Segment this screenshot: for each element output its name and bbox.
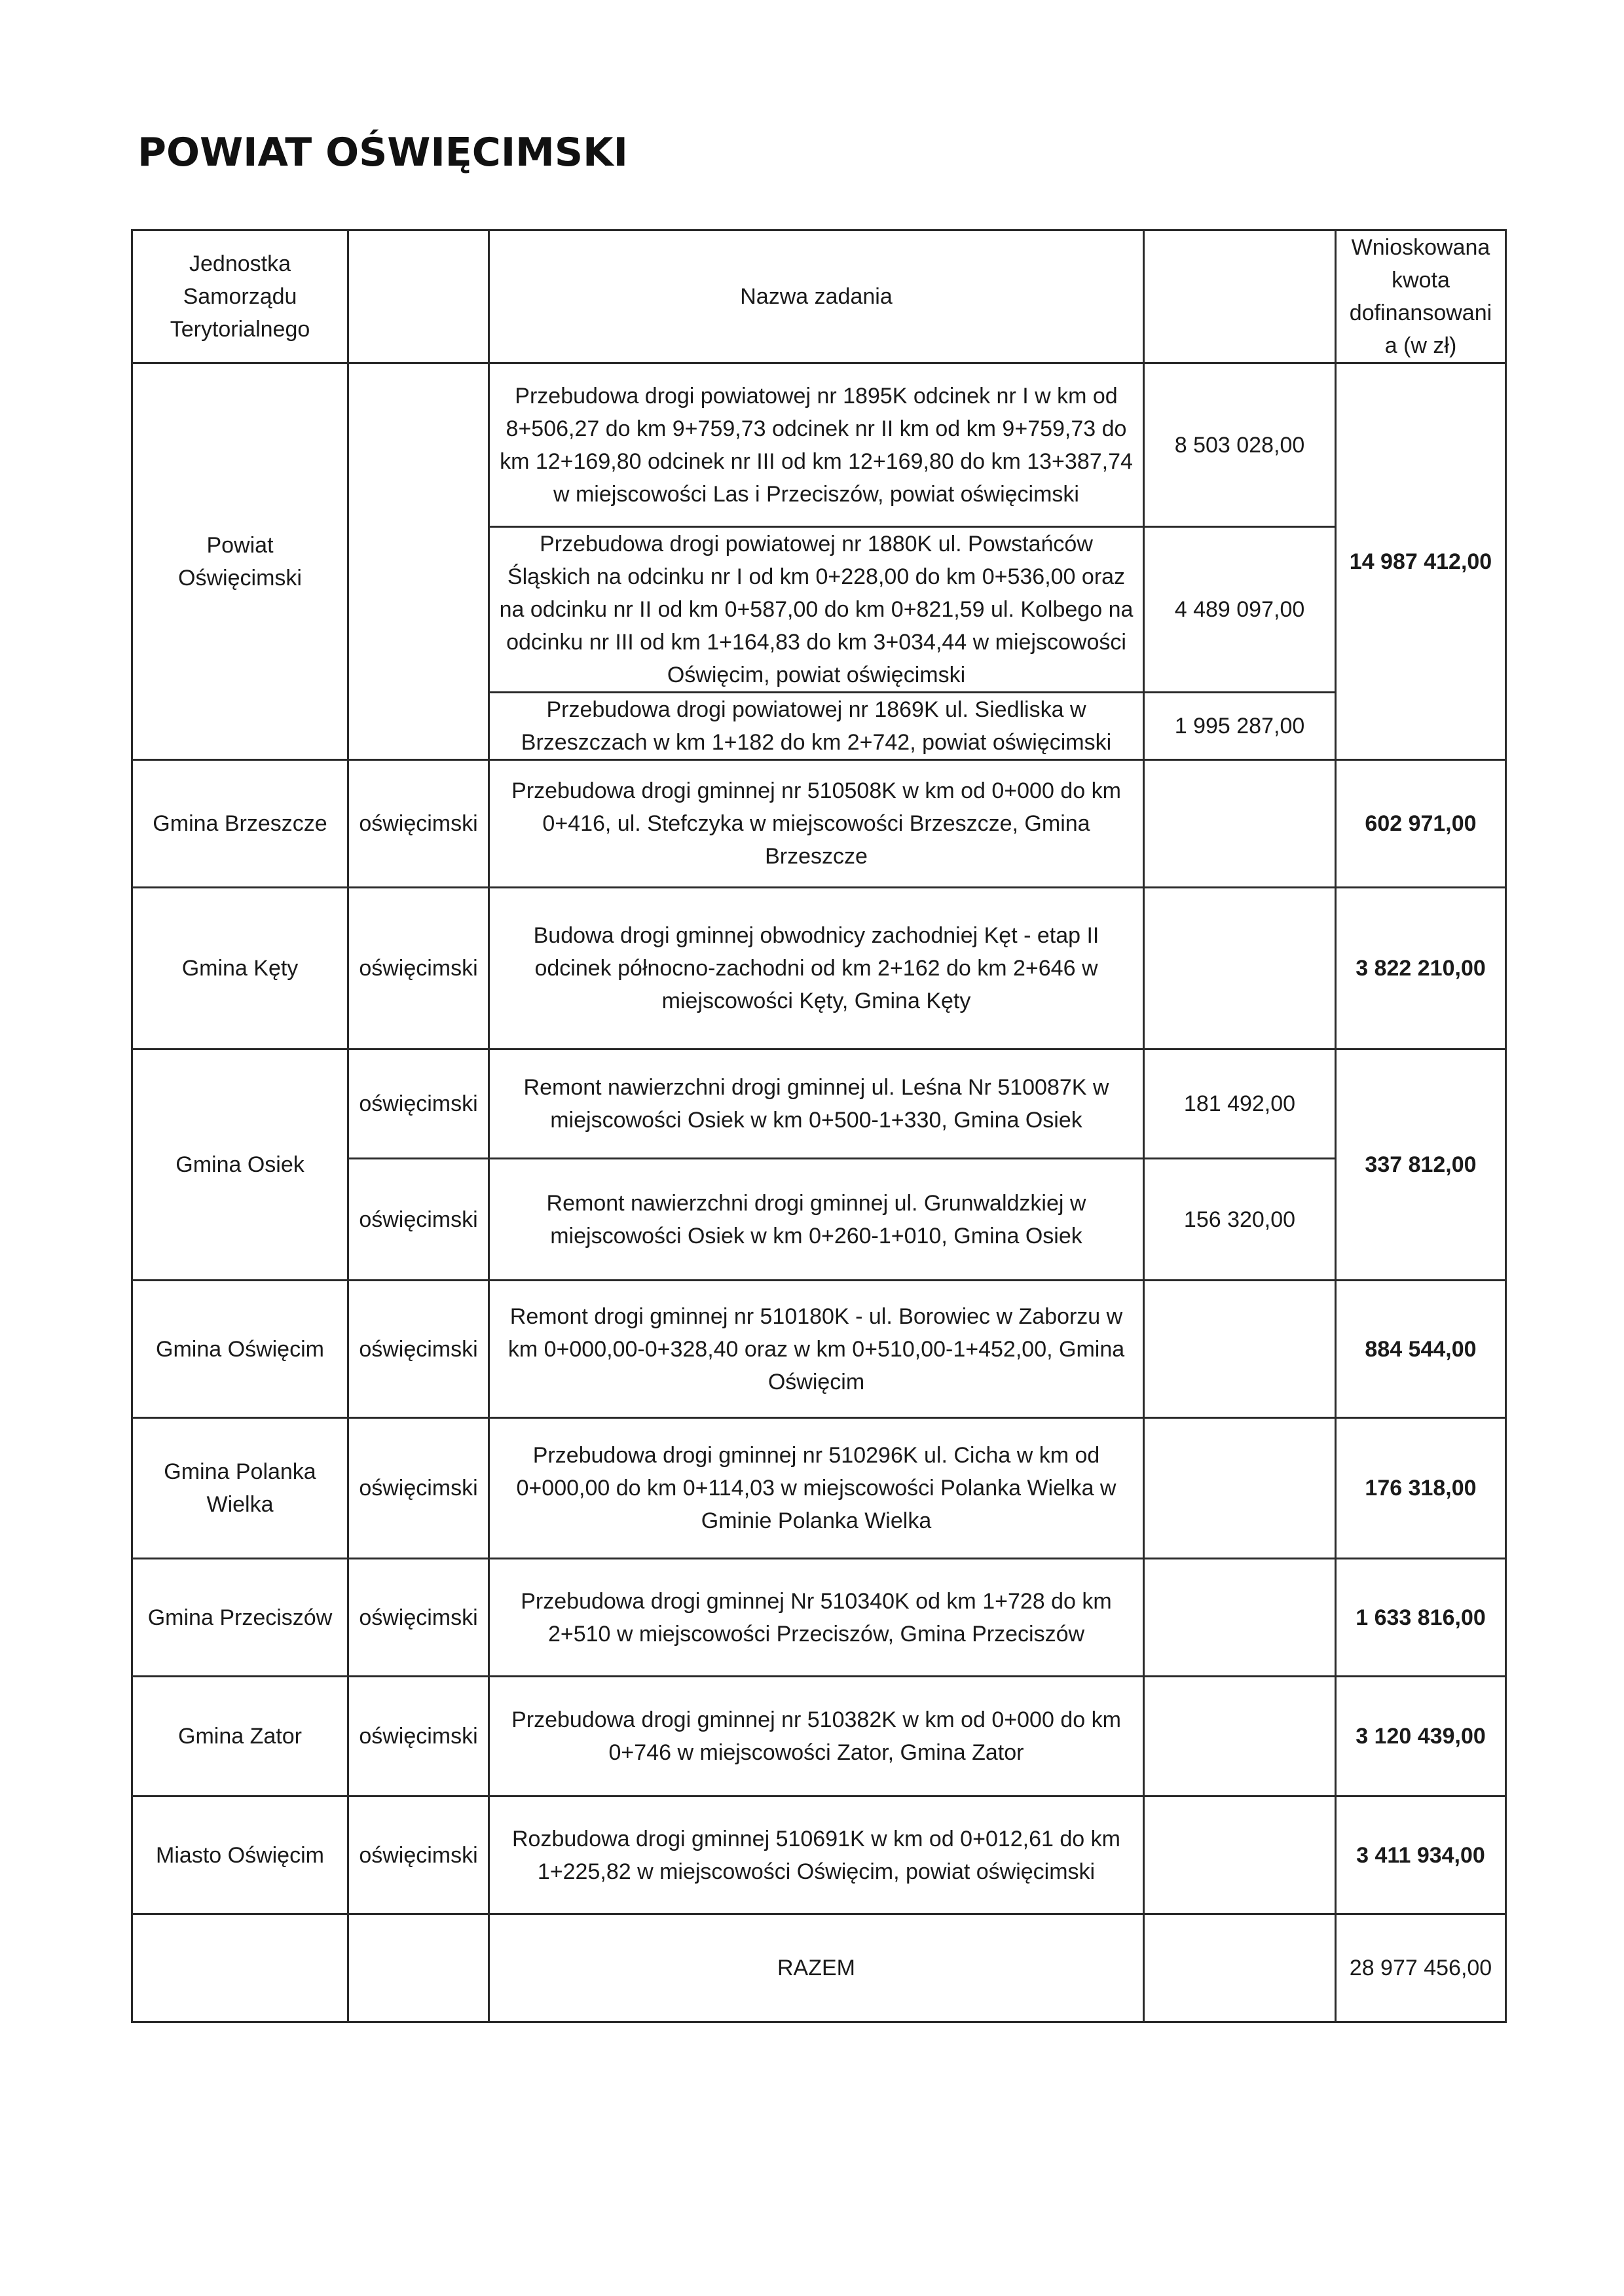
task-cell: Przebudowa drogi gminnej Nr 510340K od km 1+728 do km 2+510 w miejscowości Przeciszów, Gmina Przeciszów: [489, 1559, 1144, 1677]
task-cell: Przebudowa drogi powiatowej nr 1869K ul. Siedliska w Brzeszczach w km 1+182 do km 2+742, powiat oświęcimski: [489, 693, 1144, 760]
county-cell: oświęcimski: [348, 1796, 489, 1914]
county-cell: oświęcimski: [348, 1559, 489, 1677]
total-amount: 28 977 456,00: [1336, 1914, 1506, 2022]
task-cell: Przebudowa drogi gminnej nr 510296K ul. Cicha w km od 0+000,00 do km 0+114,03 w miejscowości Polanka Wielka w Gminie Polanka Wielka: [489, 1418, 1144, 1559]
value-cell: 1 995 287,00: [1144, 693, 1336, 760]
task-cell: Remont nawierzchni drogi gminnej ul. Leśna Nr 510087K w miejscowości Osiek w km 0+500-1+330, Gmina Osiek: [489, 1049, 1144, 1159]
amount-cell: 3 411 934,00: [1336, 1796, 1506, 1914]
total-label: RAZEM: [489, 1914, 1144, 2022]
header-amount: Wnioskowana kwota dofinansowani a (w zł): [1336, 230, 1506, 363]
header-col2: [348, 230, 489, 363]
value-cell: [1144, 1677, 1336, 1796]
header-unit: Jednostka Samorządu Terytorialnego: [132, 230, 348, 363]
header-task: Nazwa zadania: [489, 230, 1144, 363]
unit-cell: Gmina Przeciszów: [132, 1559, 348, 1677]
county-cell: oświęcimski: [348, 1677, 489, 1796]
table-header-row: [132, 230, 1506, 363]
table-row: [132, 760, 1506, 888]
county-cell: oświęcimski: [348, 888, 489, 1049]
amount-cell: 1 633 816,00: [1336, 1559, 1506, 1677]
value-cell: [1144, 888, 1336, 1049]
value-cell: 4 489 097,00: [1144, 527, 1336, 693]
value-cell: [1144, 1418, 1336, 1559]
header-col4: [1144, 230, 1336, 363]
funding-table: [131, 229, 1507, 2023]
unit-cell: Powiat Oświęcimski: [132, 363, 348, 760]
table-row: [132, 363, 1506, 527]
county-cell: oświęcimski: [348, 760, 489, 888]
table-row: [132, 1049, 1506, 1159]
value-cell: 181 492,00: [1144, 1049, 1336, 1159]
value-cell: [1144, 760, 1336, 888]
county-cell: oświęcimski: [348, 1159, 489, 1281]
amount-cell: 884 544,00: [1336, 1281, 1506, 1418]
unit-cell: Gmina Brzeszcze: [132, 760, 348, 888]
amount-cell: 3 120 439,00: [1336, 1677, 1506, 1796]
table-row: [132, 888, 1506, 1049]
task-cell: Przebudowa drogi powiatowej nr 1895K odcinek nr I w km od 8+506,27 do km 9+759,73 odcinek nr II km od km 9+759,73 do km 12+169,80 odcinek nr III od km 12+169,80 do km 13+387,74 w miejscowości Las i Przeciszów, powiat oświęcimski: [489, 363, 1144, 527]
task-cell: Przebudowa drogi powiatowej nr 1880K ul. Powstańców Śląskich na odcinku nr I od km 0+228,00 do km 0+536,00 oraz na odcinku nr II od km 0+587,00 do km 0+821,59 ul. Kolbego na odcinku nr III od km 1+164,83 do km 3+034,44 w miejscowości Oświęcim, powiat oświęcimski: [489, 527, 1144, 693]
value-cell: [1144, 1796, 1336, 1914]
page-title: POWIAT OŚWIĘCIMSKI: [138, 130, 628, 175]
county-cell: oświęcimski: [348, 1418, 489, 1559]
value-cell: [1144, 1281, 1336, 1418]
unit-cell: Gmina Osiek: [132, 1049, 348, 1281]
task-cell: Przebudowa drogi gminnej nr 510508K w km od 0+000 do km 0+416, ul. Stefczyka w miejscowości Brzeszcze, Gmina Brzeszcze: [489, 760, 1144, 888]
value-cell: 156 320,00: [1144, 1159, 1336, 1281]
county-cell: oświęcimski: [348, 1281, 489, 1418]
unit-cell: Miasto Oświęcim: [132, 1796, 348, 1914]
amount-cell: 3 822 210,00: [1336, 888, 1506, 1049]
amount-cell: 337 812,00: [1336, 1049, 1506, 1281]
amount-cell: 176 318,00: [1336, 1418, 1506, 1559]
table-row: [132, 1796, 1506, 1914]
amount-cell: 602 971,00: [1336, 760, 1506, 888]
total-row: [132, 1914, 1506, 2022]
unit-cell: Gmina Kęty: [132, 888, 348, 1049]
value-cell: [1144, 1559, 1336, 1677]
unit-cell: Gmina Zator: [132, 1677, 348, 1796]
task-cell: Budowa drogi gminnej obwodnicy zachodniej Kęt - etap II odcinek północno-zachodni od km 2+162 do km 2+646 w miejscowości Kęty, Gmina Kęty: [489, 888, 1144, 1049]
table-row: [132, 1677, 1506, 1796]
table-row: [132, 1418, 1506, 1559]
value-cell: 8 503 028,00: [1144, 363, 1336, 527]
county-cell: [348, 363, 489, 760]
table-row: [132, 1281, 1506, 1418]
task-cell: Remont drogi gminnej nr 510180K - ul. Borowiec w Zaborzu w km 0+000,00-0+328,40 oraz w km 0+510,00-1+452,00, Gmina Oświęcim: [489, 1281, 1144, 1418]
unit-cell: Gmina Oświęcim: [132, 1281, 348, 1418]
task-cell: Remont nawierzchni drogi gminnej ul. Grunwaldzkiej w miejscowości Osiek w km 0+260-1+010, Gmina Osiek: [489, 1159, 1144, 1281]
table-row: [132, 1559, 1506, 1677]
task-cell: Rozbudowa drogi gminnej 510691K w km od 0+012,61 do km 1+225,82 w miejscowości Oświęcim, powiat oświęcimski: [489, 1796, 1144, 1914]
unit-cell: Gmina Polanka Wielka: [132, 1418, 348, 1559]
amount-cell: 14 987 412,00: [1336, 363, 1506, 760]
task-cell: Przebudowa drogi gminnej nr 510382K w km od 0+000 do km 0+746 w miejscowości Zator, Gmina Zator: [489, 1677, 1144, 1796]
county-cell: oświęcimski: [348, 1049, 489, 1159]
